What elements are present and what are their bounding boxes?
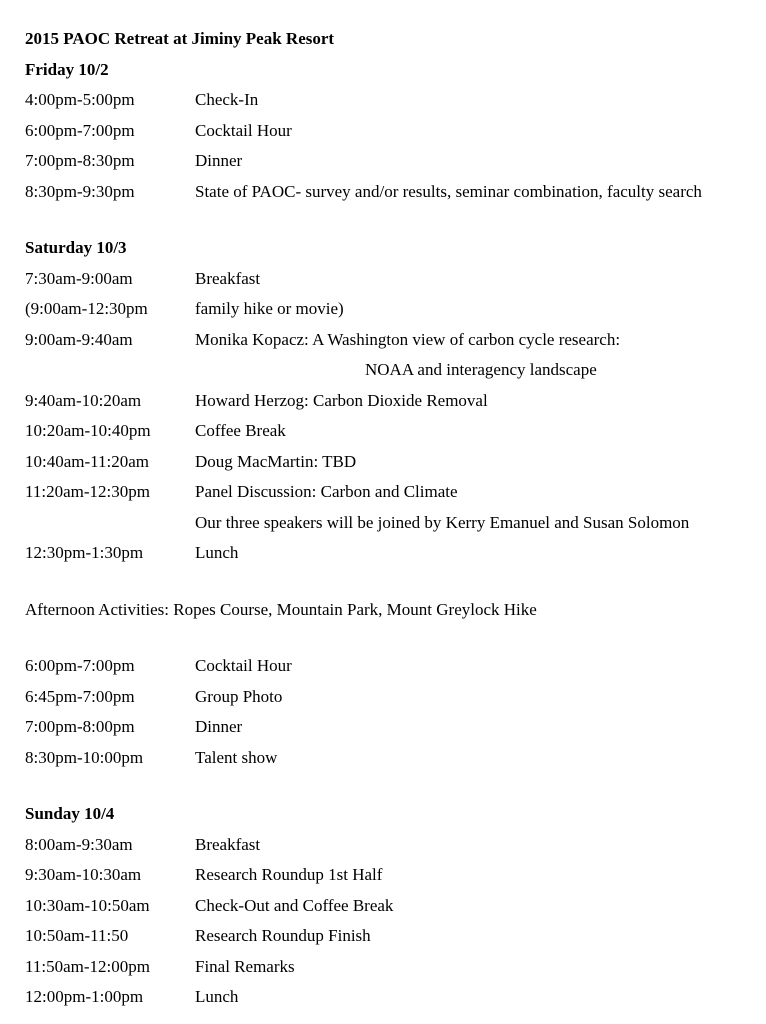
event-time: 10:20am-10:40pm — [25, 421, 151, 440]
event-description: Monika Kopacz: A Washington view of carbon cycle research: — [195, 329, 621, 349]
schedule-entry — [25, 477, 760, 508]
event-time: 9:40am-10:20am — [25, 390, 142, 410]
section-spacer — [25, 773, 760, 799]
schedule-entry — [25, 860, 760, 891]
event-description: Panel Discussion: Carbon and Climate — [195, 482, 458, 501]
schedule-entry — [25, 682, 760, 713]
activities-paragraph: Afternoon Activities: Ropes Course, Mountain Park, Mount Greylock Hike — [25, 599, 537, 619]
event-description: Research Roundup Finish — [195, 926, 371, 945]
schedule-entry — [25, 651, 760, 682]
event-description: Check-In — [195, 90, 259, 109]
schedule-entry — [25, 952, 760, 983]
schedule-entry — [25, 416, 760, 447]
event-time: 12:30pm-1:30pm — [25, 543, 144, 562]
schedule-entry — [25, 386, 760, 417]
schedule-entry — [25, 743, 760, 774]
event-description: Research Roundup 1st Half — [195, 865, 383, 884]
day-heading: Sunday 10/4 — [25, 804, 115, 823]
event-description: Dinner — [195, 151, 243, 170]
event-time: 8:30pm-9:30pm — [25, 181, 135, 201]
event-description-continuation: NOAA and interagency landscape — [365, 360, 597, 379]
event-description: State of PAOC- survey and/or results, seminar combination, faculty search — [195, 181, 702, 201]
section-spacer — [25, 569, 760, 595]
event-description: Coffee Break — [195, 421, 286, 440]
schedule-entry — [25, 264, 760, 295]
event-time: 11:20am-12:30pm — [25, 482, 150, 501]
event-description: Breakfast — [195, 268, 261, 288]
day-heading: Friday 10/2 — [25, 59, 109, 79]
event-description-continuation: Our three speakers will be joined by Kerry Emanuel and Susan Solomon — [195, 512, 690, 532]
event-time: 11:50am-12:00pm — [25, 956, 150, 976]
schedule-entry — [25, 712, 760, 743]
document-title: 2015 PAOC Retreat at Jiminy Peak Resort — [25, 29, 335, 48]
schedule-entry — [25, 146, 760, 177]
schedule-entry — [25, 447, 760, 478]
event-time: 6:00pm-7:00pm — [25, 120, 135, 140]
schedule-entry — [25, 891, 760, 922]
event-time: 4:00pm-5:00pm — [25, 90, 135, 109]
event-time: 8:30pm-10:00pm — [25, 747, 144, 767]
event-time: 8:00am-9:30am — [25, 834, 133, 854]
schedule-body — [25, 55, 760, 1013]
day-heading: Saturday 10/3 — [25, 238, 127, 257]
event-description: Lunch — [195, 987, 239, 1006]
schedule-entry — [25, 177, 760, 208]
schedule-entry — [25, 538, 760, 569]
event-description: Check-Out and Coffee Break — [195, 895, 394, 915]
event-time: 10:50am-11:50 — [25, 926, 129, 945]
event-description: Cocktail Hour — [195, 656, 292, 675]
event-time: 7:00pm-8:30pm — [25, 151, 135, 170]
event-time: 6:45pm-7:00pm — [25, 686, 135, 706]
schedule-entry — [25, 116, 760, 147]
schedule-entry — [25, 85, 760, 116]
event-time: (9:00am-12:30pm — [25, 299, 148, 318]
schedule-entry — [25, 294, 760, 325]
event-time: 10:30am-10:50am — [25, 895, 150, 915]
event-description: family hike or movie) — [195, 299, 344, 318]
event-time: 9:30am-10:30am — [25, 865, 142, 884]
section-spacer — [25, 207, 760, 233]
event-description: Group Photo — [195, 686, 283, 706]
event-time: 12:00pm-1:00pm — [25, 987, 144, 1006]
event-time: 7:30am-9:00am — [25, 268, 133, 288]
schedule-entry — [25, 921, 760, 952]
event-description: Howard Herzog: Carbon Dioxide Removal — [195, 390, 488, 410]
event-time: 10:40am-11:20am — [25, 451, 150, 471]
event-time: 7:00pm-8:00pm — [25, 717, 135, 736]
event-description: Breakfast — [195, 834, 261, 854]
event-time: 9:00am-9:40am — [25, 329, 133, 349]
schedule-entry — [25, 325, 760, 356]
event-description: Cocktail Hour — [195, 120, 292, 140]
event-time: 6:00pm-7:00pm — [25, 656, 135, 675]
event-description: Talent show — [195, 747, 278, 767]
event-description: Doug MacMartin: TBD — [195, 451, 357, 471]
event-description: Dinner — [195, 717, 243, 736]
event-description: Lunch — [195, 543, 239, 562]
event-description: Final Remarks — [195, 956, 295, 976]
schedule-entry — [25, 830, 760, 861]
schedule-entry — [25, 982, 760, 1013]
section-spacer — [25, 625, 760, 651]
